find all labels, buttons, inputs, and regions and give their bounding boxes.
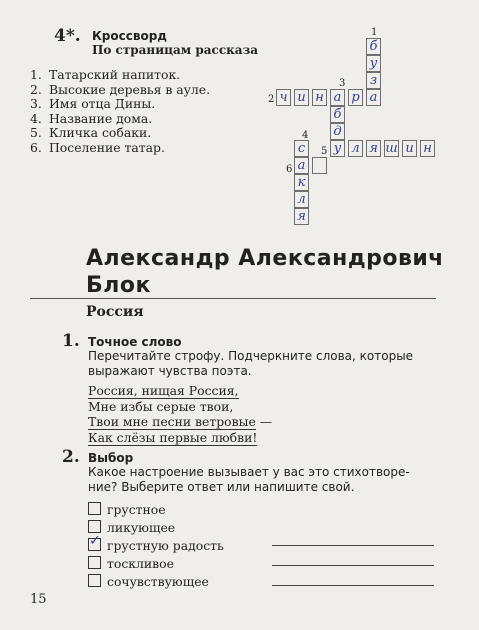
task2-number: 2. (62, 447, 80, 467)
poem-dash: — (255, 414, 273, 429)
poem-line (88, 414, 272, 430)
crossword-subtitle: По страницам рассказа (92, 43, 259, 57)
poem-title: Россия (86, 304, 144, 320)
crossword-cell[interactable]: у (330, 140, 345, 157)
crossword-grid (0, 0, 479, 240)
crossword-cell[interactable]: а (330, 89, 345, 106)
answer-line[interactable] (272, 545, 434, 546)
clue-text: Поселение татар. (49, 139, 165, 155)
clue-number: 2. (30, 81, 42, 97)
crossword-cell[interactable]: я (294, 208, 309, 225)
clue-number: 3. (30, 96, 42, 112)
poem-line-text: Мне избы серые твои, (88, 398, 234, 414)
author-name-line2: Блок (86, 273, 151, 298)
crossword-cell[interactable]: д (330, 123, 345, 140)
crossword-cell[interactable] (312, 157, 327, 174)
crossword-cell[interactable]: л (348, 140, 363, 157)
crossword-cell[interactable]: н (312, 89, 327, 106)
option-item[interactable] (88, 502, 166, 518)
crossword-cell[interactable]: я (366, 140, 381, 157)
clue-number: 1. (30, 67, 42, 82)
author-name-line1: Александр Александрович (86, 246, 444, 271)
clue-number: 5. (30, 125, 42, 141)
poem-stanza (88, 383, 272, 445)
clue-number: 6. (30, 139, 42, 155)
word-number-6: 6 (286, 164, 293, 175)
crossword-cell[interactable]: н (420, 140, 435, 157)
page-number: 15 (30, 592, 47, 607)
question-line: ние? Выберите ответ или напишите свой. (88, 480, 355, 494)
word-number-5: 5 (321, 146, 328, 157)
option-label: грустную радость (107, 538, 224, 553)
crossword-cell[interactable]: а (294, 157, 309, 174)
crossword-cell[interactable]: ч (276, 89, 291, 106)
crossword-cell[interactable]: р (348, 89, 363, 106)
option-label: сочувствующее (107, 574, 209, 589)
word-number-2: 2 (268, 94, 275, 105)
option-checkbox[interactable] (88, 574, 101, 587)
task2-title: Выбор (88, 451, 134, 465)
poem-line-text: Твои мне песни ветровые (88, 414, 256, 429)
section-divider (30, 298, 436, 299)
crossword-cell[interactable]: з (366, 72, 381, 89)
word-number-3: 3 (339, 78, 346, 89)
word-number-4: 4 (302, 130, 309, 141)
poem-line-text: Как слёзы первые любви! (88, 429, 258, 445)
check-icon: ✓ (89, 533, 101, 549)
answer-line[interactable] (272, 565, 434, 566)
clue-text: Высокие деревья в ауле. (49, 81, 211, 97)
option-label: ликующее (107, 520, 176, 535)
clue-text: Татарский напиток. (49, 67, 181, 82)
poem-line (88, 430, 272, 446)
clue-text: Название дома. (49, 110, 153, 126)
instruction-line: Перечитайте строфу. Подчеркните слова, которые (88, 349, 414, 363)
instruction-line: выражают чувства поэта. (88, 364, 252, 378)
option-item[interactable] (88, 556, 174, 572)
author-heading (86, 245, 444, 299)
option-label: тоскливое (107, 556, 174, 571)
crossword-cell[interactable]: б (366, 38, 381, 55)
answer-line[interactable] (272, 585, 434, 586)
poem-line (88, 399, 272, 415)
option-checkbox[interactable] (88, 502, 101, 515)
crossword-cell[interactable]: у (366, 55, 381, 72)
crossword-cell[interactable]: и (294, 89, 309, 106)
option-checkbox[interactable] (88, 556, 101, 569)
task1-title: Точное слово (88, 335, 182, 349)
question-line: Какое настроение вызывает у вас это стихотворе- (88, 465, 410, 479)
crossword-title: Кроссворд (92, 29, 167, 43)
task2-question (88, 465, 410, 495)
clue-text: Кличка собаки. (49, 125, 152, 141)
option-label: грустное (107, 502, 166, 517)
option-item[interactable] (88, 520, 175, 536)
crossword-cell[interactable]: б (330, 106, 345, 123)
crossword-cell[interactable]: к (294, 174, 309, 191)
clue-text: Имя отца Дины. (49, 96, 156, 112)
option-checkbox[interactable] (88, 520, 101, 533)
poem-line-text: Россия, нищая Россия, (88, 383, 239, 398)
crossword-cell[interactable]: и (402, 140, 417, 157)
crossword-cell[interactable]: а (366, 89, 381, 106)
crossword-cell[interactable]: с (294, 140, 309, 157)
poem-line (88, 383, 272, 399)
option-item[interactable] (88, 574, 209, 590)
crossword-cell[interactable]: ш (385, 141, 398, 156)
option-item[interactable] (88, 533, 224, 554)
crossword-cell[interactable]: л (294, 191, 309, 208)
task1-instructions (88, 349, 413, 379)
task-number: 4*. (54, 26, 81, 46)
word-number-1: 1 (371, 27, 378, 38)
clue-number: 4. (30, 110, 42, 126)
option-checkbox[interactable] (88, 533, 101, 551)
task1-number: 1. (62, 331, 80, 351)
